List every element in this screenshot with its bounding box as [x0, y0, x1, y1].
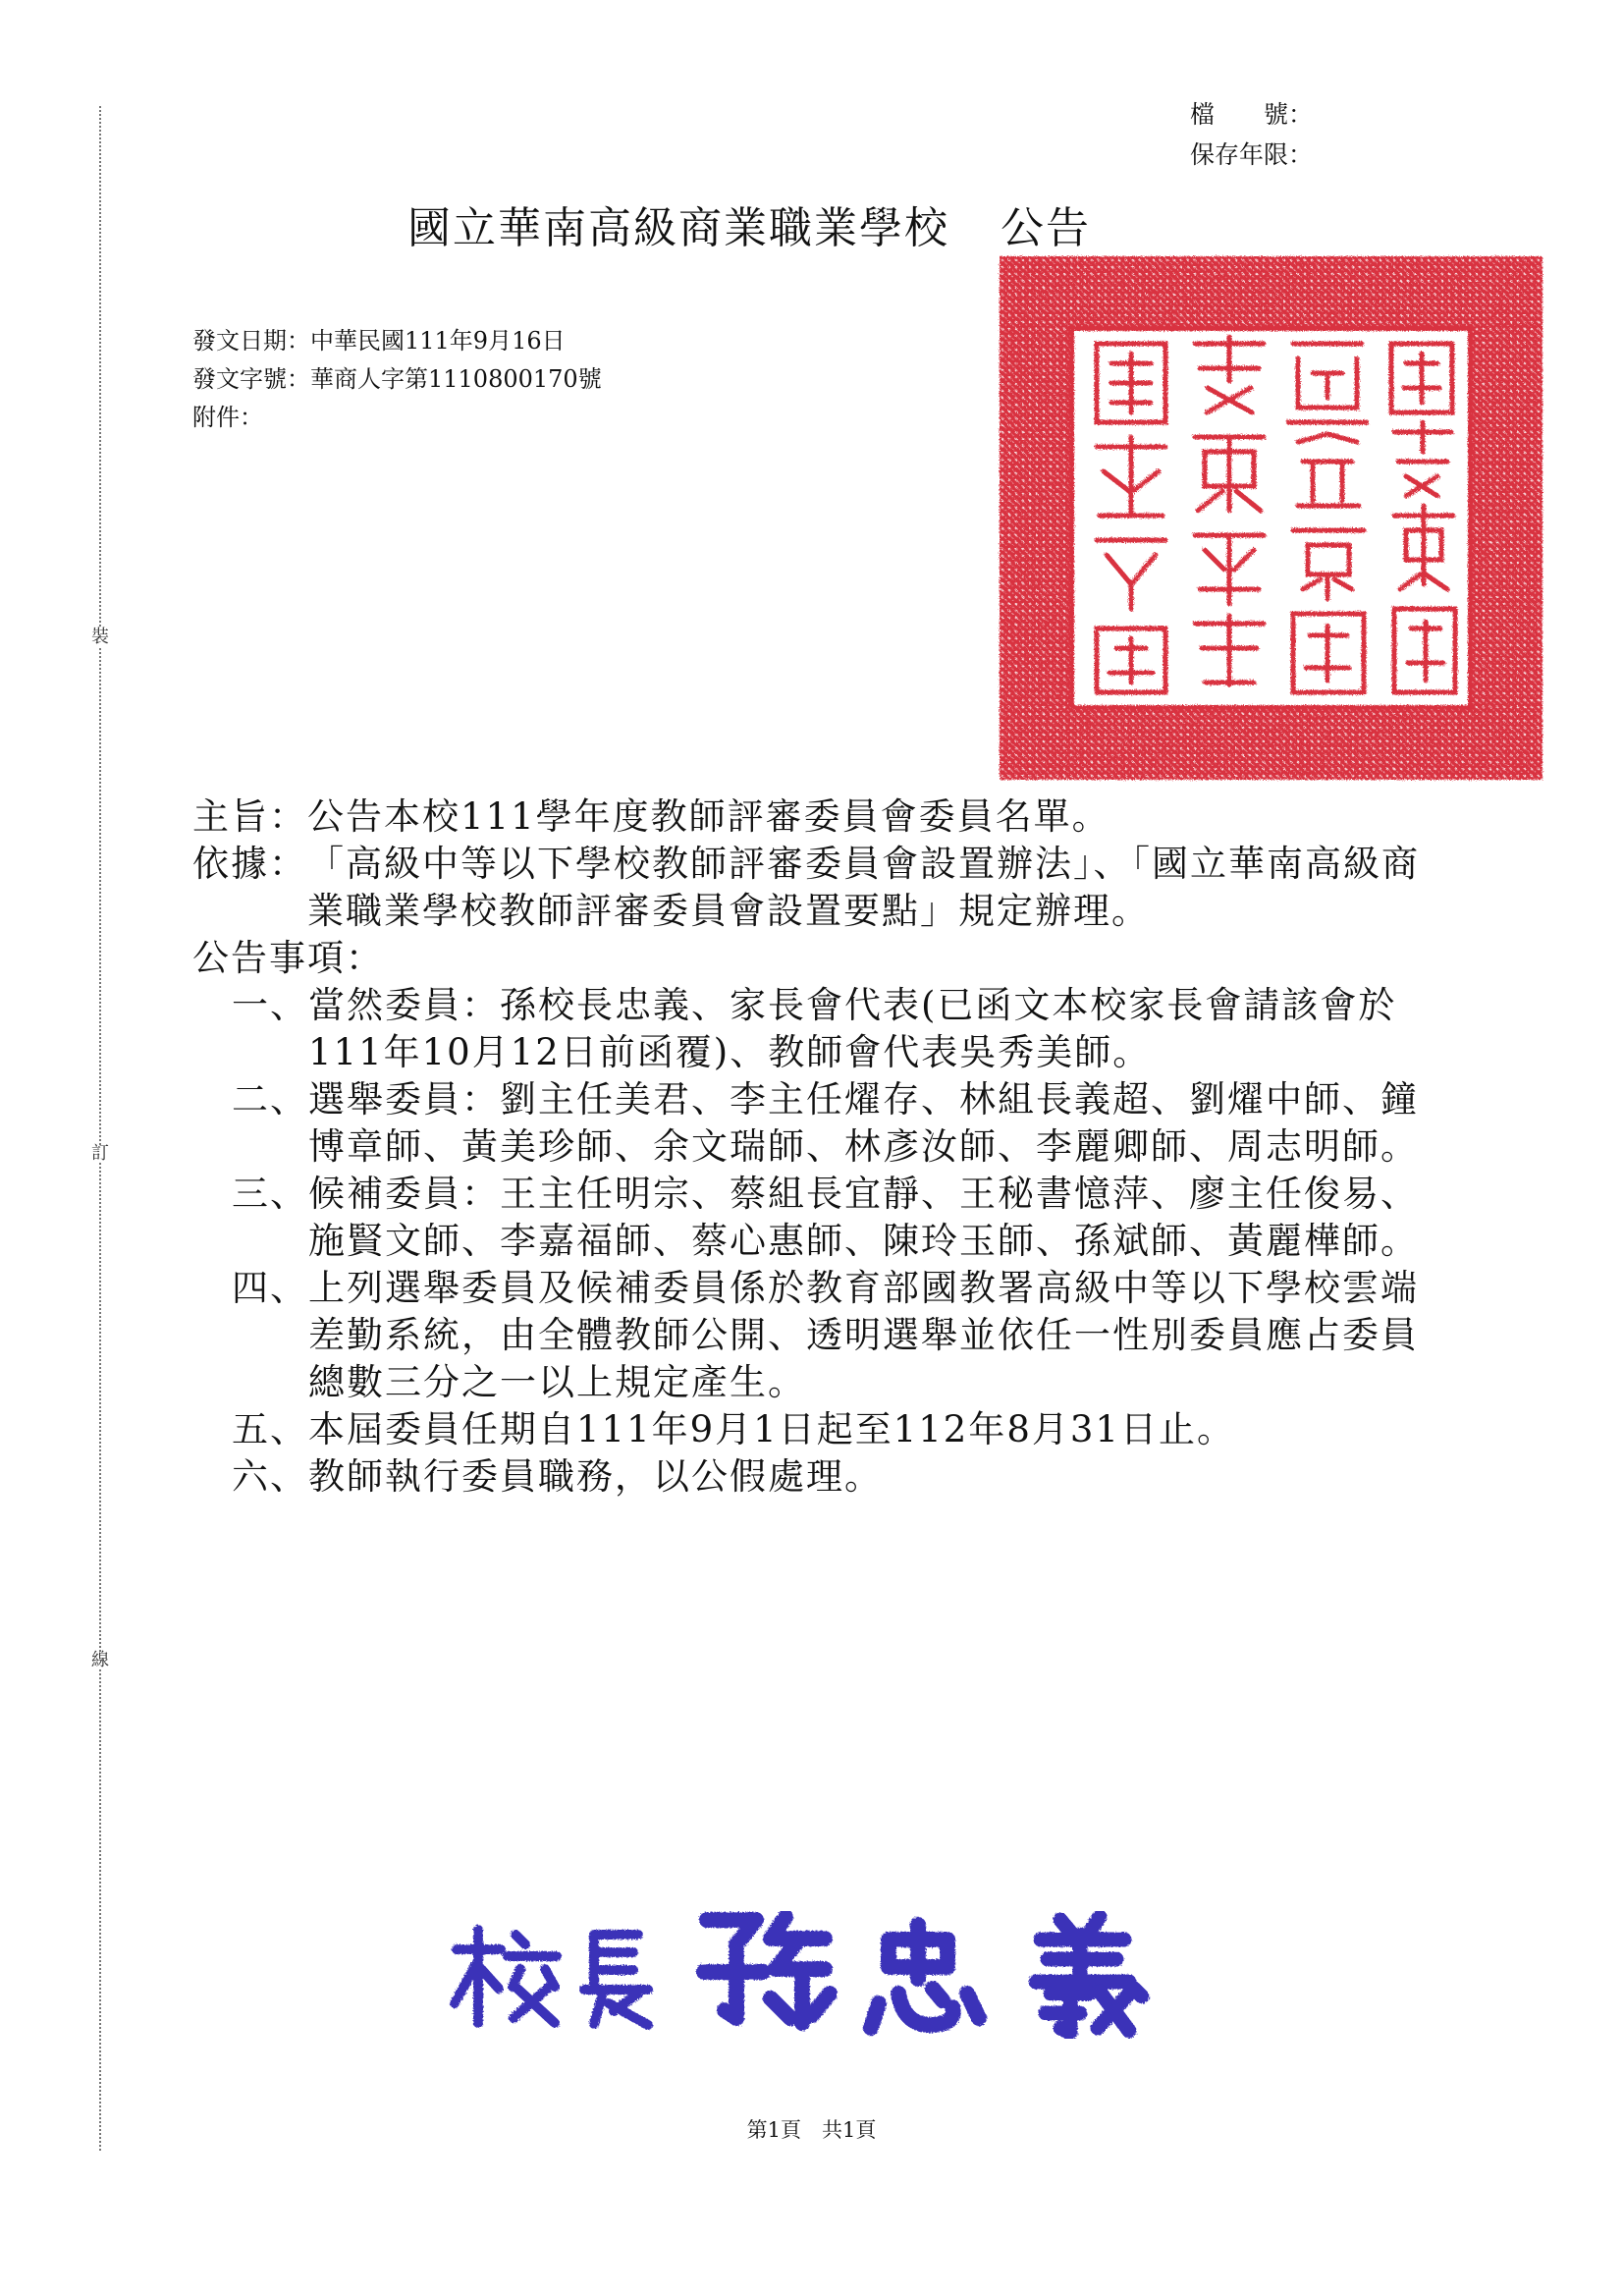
attachment-label: 附件： [192, 404, 263, 431]
binding-mark-zhuang: 裝 [91, 627, 109, 647]
item-number: 四、 [232, 1267, 308, 1309]
item-text: 本屆委員任期自111年9月1日起至112年8月31日止。 [308, 1408, 1235, 1450]
page-title [407, 192, 1091, 255]
list-item [192, 1076, 1449, 1171]
page-number: 第1頁 共1頁 [746, 2118, 877, 2142]
announcement-body [192, 793, 1449, 1501]
subject-label: 主旨： [192, 795, 307, 838]
item-number: 二、 [232, 1078, 308, 1121]
file-meta [1190, 94, 1313, 175]
document-kind: 公告 [1001, 203, 1091, 253]
file-number-label: 檔 號： [1190, 100, 1314, 129]
item-text: 當然委員：孫校長忠義、家長會代表(已函文本校家長會請該會於111年10月12日前函覆)、教師會代表吳秀美師。 [308, 984, 1397, 1073]
items-heading: 公告事項： [192, 937, 384, 979]
item-text: 候補委員：王主任明宗、蔡組長宜靜、王秘書憶萍、廖主任俊易、施賢文師、李嘉福師、蔡心惠師、陳玲玉師、孫斌師、黃麗樺師。 [308, 1173, 1419, 1262]
basis-text: 「高級中等以下學校教師評審委員會設置辦法」、「國立華南高級商業職業學校教師評審委員會設置要點」規定辦理。 [307, 843, 1420, 932]
binding-mark-ding: 訂 [91, 1143, 109, 1164]
item-text: 選舉委員：劉主任美君、李主任燿存、林組長義超、劉燿中師、鐘博章師、黃美珍師、余文瑞師、林彥汝師、李麗卿師、周志明師。 [308, 1078, 1419, 1168]
binding-mark-xian: 線 [91, 1650, 109, 1670]
subject-line [192, 793, 1449, 841]
list-item [192, 1171, 1449, 1265]
item-number: 三、 [232, 1173, 308, 1215]
item-number: 一、 [232, 984, 308, 1026]
item-number: 五、 [232, 1408, 308, 1450]
item-number: 六、 [232, 1455, 308, 1498]
list-item [192, 982, 1449, 1076]
issue-date: 發文日期：中華民國111年9月16日 [192, 327, 566, 355]
document-number: 發文字號：華商人字第1110800170號 [192, 365, 602, 393]
issuing-unit: 國立華南高級商業職業學校 [407, 203, 949, 253]
subject-text: 公告本校111學年度教師評審委員會委員名單。 [307, 795, 1110, 838]
header-info [192, 322, 602, 437]
item-text: 上列選舉委員及候補委員係於教育部國教署高級中等以下學校雲端差勤系統，由全體教師公開、透明選舉並依任一性別委員應占委員總數三分之一以上規定產生。 [308, 1267, 1419, 1403]
basis-line [192, 841, 1449, 935]
item-text: 教師執行委員職務，以公假處理。 [308, 1455, 883, 1498]
list-item [192, 1406, 1449, 1453]
retention-label: 保存年限： [1190, 140, 1314, 169]
list-item [192, 1265, 1449, 1406]
principal-signature-stamp [447, 1895, 1291, 2052]
official-seal-stamp [994, 250, 1548, 786]
binding-line [99, 106, 101, 2151]
basis-label: 依據： [192, 843, 307, 885]
list-item [192, 1453, 1449, 1501]
